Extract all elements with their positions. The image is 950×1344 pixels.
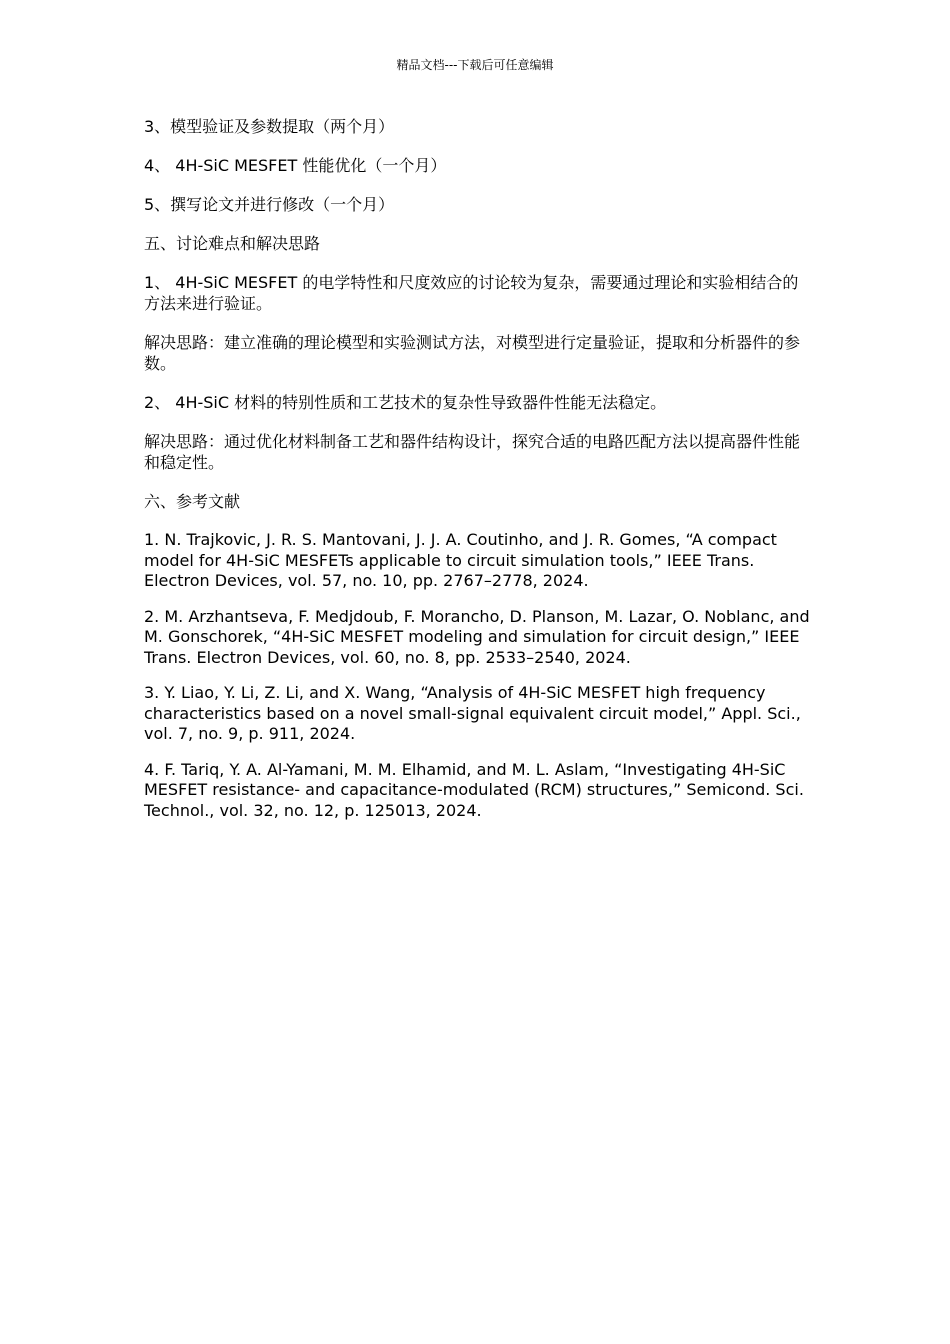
page-header: 精品文档---下载后可任意编辑 bbox=[396, 58, 554, 72]
plan-item-4: 4、 4H-SiC MESFET 性能优化（一个月） bbox=[144, 156, 447, 175]
difficulty-2: 2、 4H-SiC 材料的特别性质和工艺技术的复杂性导致器件性能无法稳定。 bbox=[144, 393, 667, 412]
reference-item: 4. F. Tariq, Y. A. Al-Yamani, M. M. Elhamid, and M. L. Aslam, “Investigating 4H-SiC MESFET resistance- and capacitance-modulated (RCM) structures,” Semicond. Sci. Technol., vol. 32, no. 12, p. 125013, 2024. bbox=[144, 759, 804, 820]
solution-2: 解决思路：通过优化材料制备工艺和器件结构设计，探究合适的电路匹配方法以提高器件性能和稳定性。 bbox=[144, 432, 801, 472]
plan-item-5: 5、撰写论文并进行修改（一个月） bbox=[144, 195, 395, 214]
reference-item: 3. Y. Liao, Y. Li, Z. Li, and X. Wang, “Analysis of 4H-SiC MESFET high frequency characteristics based on a novel small-signal equivalent circuit model,” Appl. Sci., vol. 7, no. 9, p. 911, 2024. bbox=[144, 683, 801, 743]
reference-item: 1. N. Trajkovic, J. R. S. Mantovani, J. J. A. Coutinho, and J. R. Gomes, “A compact model for 4H-SiC MESFETs applicable to circuit simulation tools,” IEEE Trans. Electron Devices, vol. 57, no. 10, pp. 2767–2778, 2024. bbox=[144, 530, 777, 590]
solution-1: 解决思路：建立准确的理论模型和实验测试方法，对模型进行定量验证，提取和分析器件的参数。 bbox=[144, 333, 801, 373]
document-body bbox=[144, 116, 810, 836]
section-heading-difficulties: 五、讨论难点和解决思路 bbox=[144, 234, 321, 253]
difficulty-1: 1、 4H-SiC MESFET 的电学特性和尺度效应的讨论较为复杂，需要通过理论和实验相结合的方法来进行验证。 bbox=[144, 273, 799, 313]
section-heading-references: 六、参考文献 bbox=[144, 492, 241, 511]
reference-item: 2. M. Arzhantseva, F. Medjdoub, F. Morancho, D. Planson, M. Lazar, O. Noblanc, and M. Gonschorek, “4H-SiC MESFET modeling and simulation for circuit design,” IEEE Trans. Electron Devices, vol. 60, no. 8, pp. 2533–2540, 2024. bbox=[144, 606, 810, 667]
plan-item-3: 3、模型验证及参数提取（两个月） bbox=[144, 117, 395, 136]
